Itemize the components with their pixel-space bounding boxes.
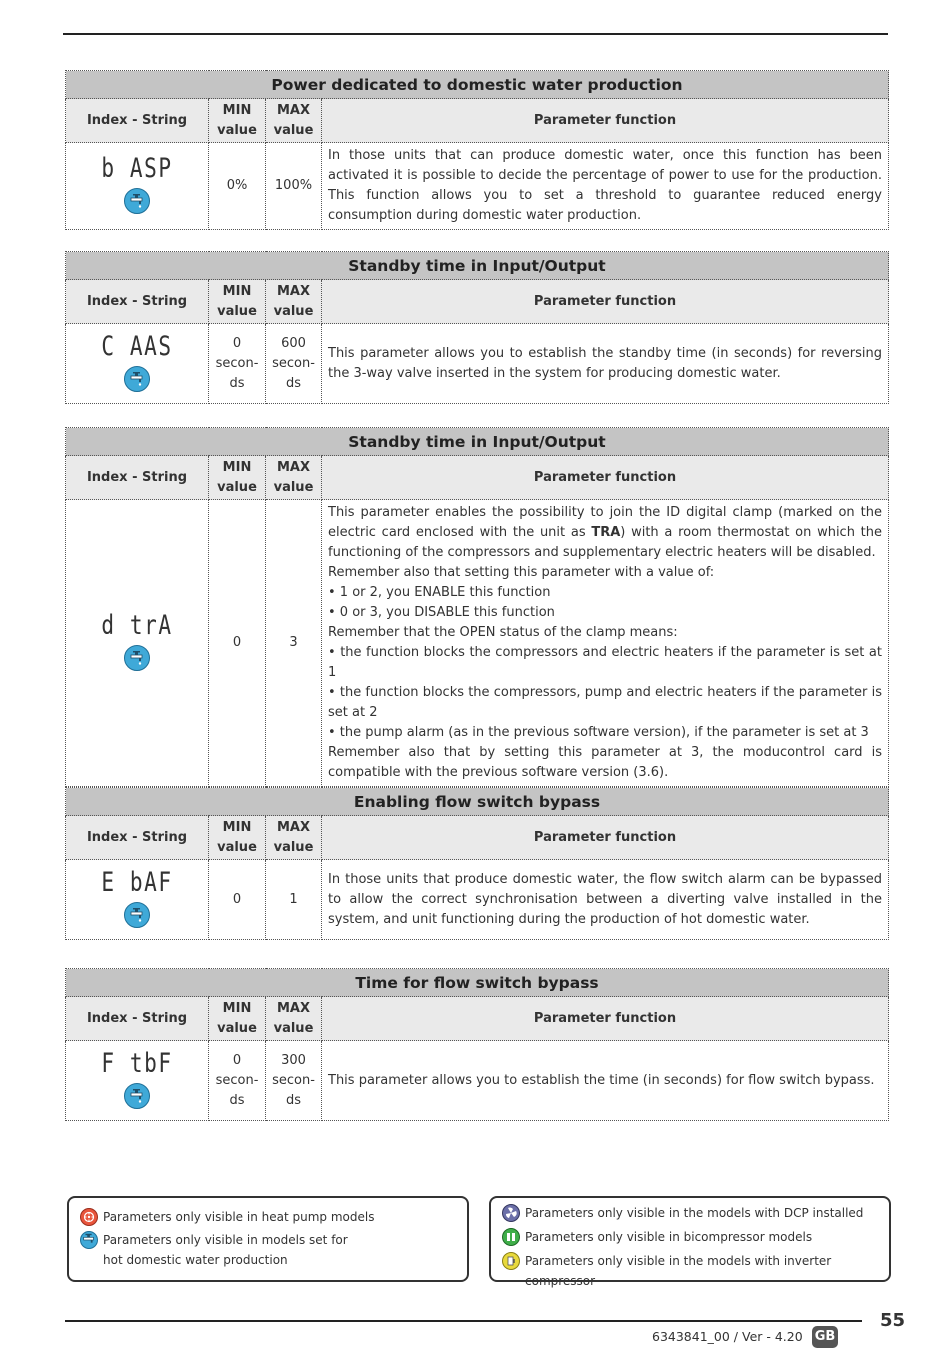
top-rule [63,33,888,35]
param-table-EbAF [65,787,889,940]
heat-pump-icon [80,1208,98,1226]
header-max: MAX value [266,816,322,860]
max-value: 100% [266,143,322,230]
min-value: 0 [209,500,266,787]
min-value: 0 secon- ds [209,1041,266,1121]
max-value: 600 secon- ds [266,324,322,404]
page-number: 55 [880,1310,906,1331]
tap-icon [124,902,150,928]
max-value: 300 secon- ds [266,1041,322,1121]
header-min: MIN value [209,280,266,324]
param-table-CAAS [65,251,889,404]
tap-icon [124,645,150,671]
header-min: MIN value [209,99,266,143]
param-table-bASP [65,70,889,230]
fan-icon [502,1204,520,1222]
display-string: b ASP [101,153,173,184]
table-title: Standby time in Input/Output [66,428,889,456]
header-min: MIN value [209,997,266,1041]
display-string: F tbF [101,1047,173,1079]
header-max: MAX value [266,99,322,143]
header-index: Index - String [66,997,209,1041]
header-min: MIN value [209,456,266,500]
language-badge: GB [812,1326,838,1348]
function-text: This parameter allows you to establish the standby time (in seconds) for reversing the 3-way valve inserted in the system for producing domestic water. [322,324,889,404]
legend-item-domestic-water [80,1230,467,1270]
paragraph: Remember also that setting this parameter with a value of: [328,565,715,580]
table-title: Power dedicated to domestic water production [66,71,889,99]
max-value: 1 [266,860,322,940]
inverter-icon [502,1252,520,1270]
function-text: This parameter allows you to establish the time (in seconds) for flow switch bypass. [322,1041,889,1121]
header-function: Parameter function [322,456,889,500]
legend-left [67,1196,469,1282]
function-text: In those units that produce domestic water, the flow switch alarm can be bypassed to allow the correct synchronisation between a diverting valve installed in the system, and unit functioning during the production of hot domestic water. [322,860,889,940]
bicompressor-icon [502,1228,520,1246]
index-cell [66,143,209,230]
bottom-rule [65,1320,862,1322]
legend-item-inverter [502,1251,889,1291]
legend-text: Parameters only visible in models set for hot domestic water production [103,1233,348,1267]
paragraph: Remember also that by setting this parameter at 3, the moducontrol card is compatible with the previous software version (3.6). [328,745,882,780]
legend-text: Parameters only visible in the models with inverter compressor [525,1254,832,1288]
tap-icon [124,1083,150,1109]
legend-text: Parameters only visible in the models with DCP installed [525,1206,864,1220]
min-value: 0 secon- ds [209,324,266,404]
tap-icon [124,188,150,214]
paragraph: Remember that the OPEN status of the clamp means: [328,625,678,640]
min-value: 0 [209,860,266,940]
legend-item-bicompressor [502,1227,889,1247]
index-cell [66,500,209,787]
max-value: 3 [266,500,322,787]
function-text [322,500,889,787]
document-code: 6343841_00 / Ver - 4.20 [652,1329,803,1344]
header-index: Index - String [66,99,209,143]
display-string: E bAF [101,866,173,898]
table-title: Time for flow switch bypass [66,969,889,997]
index-cell [66,1041,209,1121]
param-table-dtrA [65,427,889,787]
header-index: Index - String [66,456,209,500]
header-min: MIN value [209,816,266,860]
index-cell [66,860,209,940]
header-max: MAX value [266,456,322,500]
legend-text: Parameters only visible in bicompressor models [525,1230,813,1244]
min-value: 0% [209,143,266,230]
header-index: Index - String [66,816,209,860]
header-function: Parameter function [322,99,889,143]
tap-icon [80,1231,98,1249]
function-text: In those units that can produce domestic water, once this function has been activated it is possible to decide the percentage of power to use for the production. This function allows you to set a threshold to guarantee reduced energy consumption during domestic water production. [322,143,889,230]
display-string: C AAS [101,330,173,362]
index-cell [66,324,209,404]
display-string: d trA [101,610,173,641]
header-function: Parameter function [322,280,889,324]
table-title: Standby time in Input/Output [66,252,889,280]
legend-item-heat-pump [80,1207,467,1227]
header-max: MAX value [266,997,322,1041]
bullet-item: • the pump alarm (as in the previous software version), if the parameter is set at 3 [328,725,869,740]
bullet-item: • the function blocks the compressors, pump and electric heaters if the parameter is set at 2 [328,685,882,720]
header-index: Index - String [66,280,209,324]
paragraph: This parameter enables the possibility to join the ID digital clamp (marked on the electric card enclosed with the unit as TRA) with a room thermostat on which the functioning of the compressors and supplementary electric heaters will be disabled. [328,505,882,560]
legend-text: Parameters only visible in heat pump models [103,1210,375,1224]
table-title: Enabling flow switch bypass [66,788,889,816]
tap-icon [124,366,150,392]
header-max: MAX value [266,280,322,324]
header-function: Parameter function [322,997,889,1041]
bullet-item: • 1 or 2, you ENABLE this function [328,585,551,600]
bullet-item: • the function blocks the compressors and electric heaters if the parameter is set at 1 [328,645,882,680]
header-function: Parameter function [322,816,889,860]
legend-right [489,1196,891,1288]
legend-item-dcp [502,1203,889,1223]
bullet-item: • 0 or 3, you DISABLE this function [328,605,555,620]
param-table-FtbF [65,968,889,1121]
